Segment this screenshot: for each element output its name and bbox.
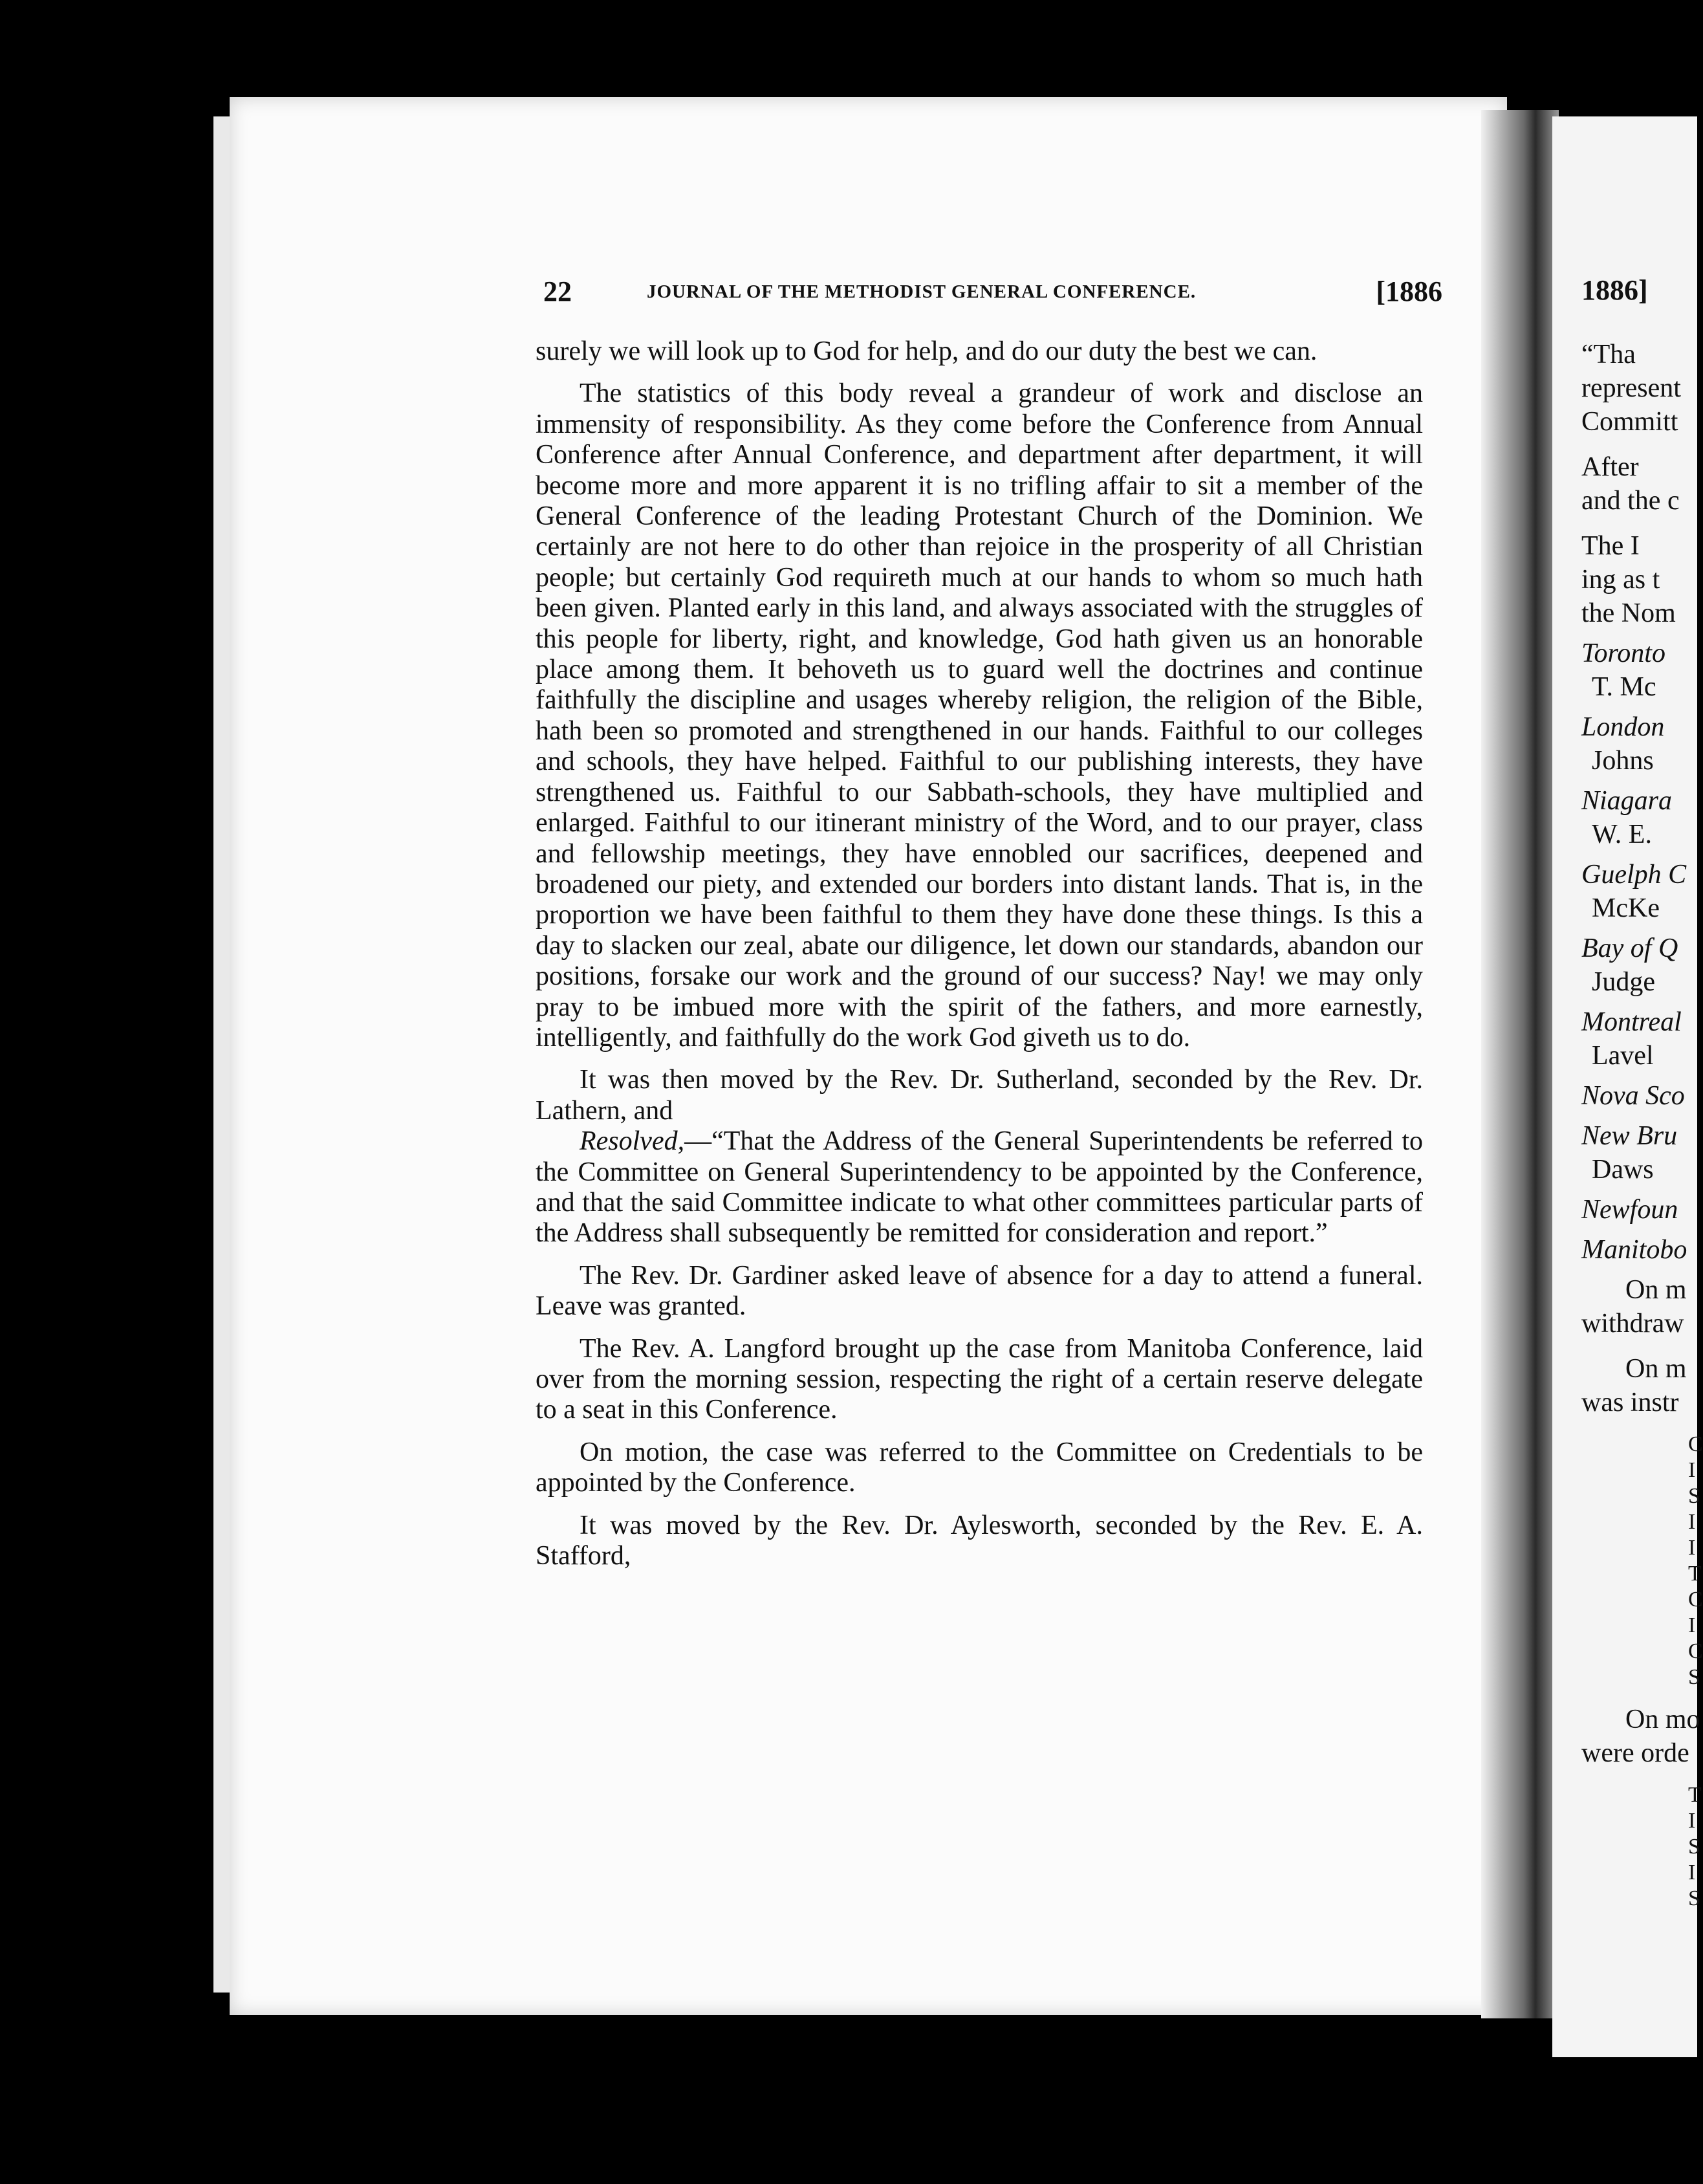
right-line: withdraw bbox=[1581, 1309, 1684, 1338]
header-year: [1886 bbox=[1376, 276, 1442, 307]
right-list-letter: I bbox=[1688, 1510, 1696, 1534]
right-line: Bay of Q bbox=[1581, 934, 1678, 963]
right-list-letter: S bbox=[1688, 1665, 1700, 1689]
paragraph: The statistics of this body reveal a grandeur of work and disclose an immensity of responsibility. As they come before the Conference from Annual Conference after Annual Conference, and department after department, it will become more and more apparent it is no trifling affair to sit a member of the General Conference of the leading Protestant Church of the Dominion. We certainly are not here to do other than rejoice in the prosperity of all Christian people; but certainly God requireth much at our hands to whom so much hath been given. Planted early in this land, and always associated with the struggles of this people for liberty, right, and knowledge, God hath given us an honorable place among them. It behoveth us to guard well the doctrines and continue faithfully the discipline and usages whereby religion, the religion of the Bible, hath been so promoted and strengthened in our hands. Faithful to our colleges and schools, they have helped. Faithful to our publishing interests, they have strengthened us. Faithful to our Sabbath-schools, they have multiplied and enlarged. Faithful to our itinerant ministry of the Word, and to our prayer, class and fellowship meetings, they have ennobled our sacrifices, deepened and broadened our piety, and extended our borders into distant lands. That is, in the proportion we have been faithful to them they have done these things. Is this a day to slacken our zeal, abate our diligence, let down our standards, abandon our positions, forsake our work and the ground of our success? Nay! we may only pray to be imbued more with the spirit of the fathers, and more earnestly, intelligently, and faithfully do the work God giveth us to do. bbox=[536, 378, 1423, 1053]
right-list-letter: S bbox=[1688, 1886, 1700, 1910]
paragraph: surely we will look up to God for help, and do our duty the best we can. bbox=[536, 336, 1318, 366]
right-line: ing as t bbox=[1581, 565, 1660, 595]
right-list-letter: I bbox=[1688, 1809, 1696, 1833]
right-line: On m bbox=[1625, 1275, 1687, 1305]
right-line: the Nom bbox=[1581, 598, 1676, 628]
right-line: Committ bbox=[1581, 407, 1678, 437]
right-list-letter: I bbox=[1688, 1613, 1696, 1637]
paragraph: It was then moved by the Rev. Dr. Sutherland, seconded by the Rev. Dr. Lathern, and bbox=[536, 1065, 1423, 1126]
page-number: 22 bbox=[543, 276, 572, 307]
right-list-letter: I bbox=[1688, 1536, 1696, 1560]
right-line: McKe bbox=[1592, 893, 1660, 923]
right-line: New Bru bbox=[1581, 1121, 1678, 1151]
right-line: represent bbox=[1581, 373, 1681, 403]
right-line: Daws bbox=[1592, 1155, 1654, 1185]
right-line: Judge bbox=[1592, 967, 1655, 997]
right-line: The I bbox=[1581, 531, 1640, 561]
right-line: After bbox=[1581, 452, 1639, 482]
page-gutter bbox=[1481, 110, 1559, 2018]
right-line: London bbox=[1581, 712, 1665, 742]
right-line: Niagara bbox=[1581, 786, 1673, 816]
right-line: and the c bbox=[1581, 486, 1680, 516]
right-line: Johns bbox=[1592, 746, 1654, 776]
right-list-letter: C bbox=[1688, 1588, 1703, 1611]
right-line: T. Mc bbox=[1592, 672, 1656, 702]
right-list-letter: C bbox=[1688, 1432, 1703, 1456]
resolution bbox=[536, 1126, 1423, 1249]
right-line: was instr bbox=[1581, 1388, 1679, 1417]
right-list-letter: T bbox=[1688, 1562, 1702, 1586]
right-line: Lavel bbox=[1592, 1041, 1654, 1071]
page-header bbox=[543, 275, 1442, 314]
right-line: “Tha bbox=[1581, 340, 1636, 369]
resolved-label: Resolved, bbox=[580, 1126, 685, 1157]
right-line: were orde bbox=[1581, 1738, 1689, 1768]
running-head: JOURNAL OF THE METHODIST GENERAL CONFERENCE. bbox=[647, 281, 1197, 302]
right-list-letter: I bbox=[1688, 1458, 1696, 1482]
right-list-letter: T bbox=[1688, 1783, 1702, 1807]
right-line: Toronto bbox=[1581, 639, 1665, 668]
right-line: Nova Sco bbox=[1581, 1081, 1685, 1111]
right-list-letter: S bbox=[1688, 1484, 1700, 1508]
right-line: On m bbox=[1625, 1354, 1687, 1384]
right-line: Newfoun bbox=[1581, 1195, 1678, 1225]
right-line: Manitobo bbox=[1581, 1235, 1687, 1265]
right-line: Guelph C bbox=[1581, 860, 1687, 890]
resolution-text: —“That the Address of the General Superintendents be referred to the Committee on General Superintendency to be appointed by the Conference, and that the said Committee indicate to what other committees particular parts of the Address shall subsequently be remitted for consideration and report.” bbox=[536, 1126, 1423, 1249]
right-list-letter: I bbox=[1688, 1861, 1696, 1884]
paragraph: The Rev. A. Langford brought up the case from Manitoba Conference, laid over from the morning session, respecting the right of a certain reserve delegate to a seat in this Conference. bbox=[536, 1333, 1423, 1425]
right-list-letter: C bbox=[1688, 1639, 1703, 1663]
body-text bbox=[536, 336, 1423, 1583]
right-list-letter: S bbox=[1688, 1835, 1700, 1859]
paragraph: On motion, the case was referred to the Committee on Credentials to be appointed by the Conference. bbox=[536, 1437, 1423, 1498]
paragraph: The Rev. Dr. Gardiner asked leave of absence for a day to attend a funeral. Leave was granted. bbox=[536, 1260, 1423, 1322]
right-line: Montreal bbox=[1581, 1007, 1682, 1037]
right-page-year: 1886] bbox=[1581, 274, 1648, 306]
right-line: On mo bbox=[1625, 1705, 1700, 1734]
paragraph: It was moved by the Rev. Dr. Aylesworth, seconded by the Rev. E. A. Stafford, bbox=[536, 1510, 1423, 1571]
right-line: W. E. bbox=[1592, 820, 1652, 849]
right-page-text bbox=[1581, 274, 1703, 1912]
